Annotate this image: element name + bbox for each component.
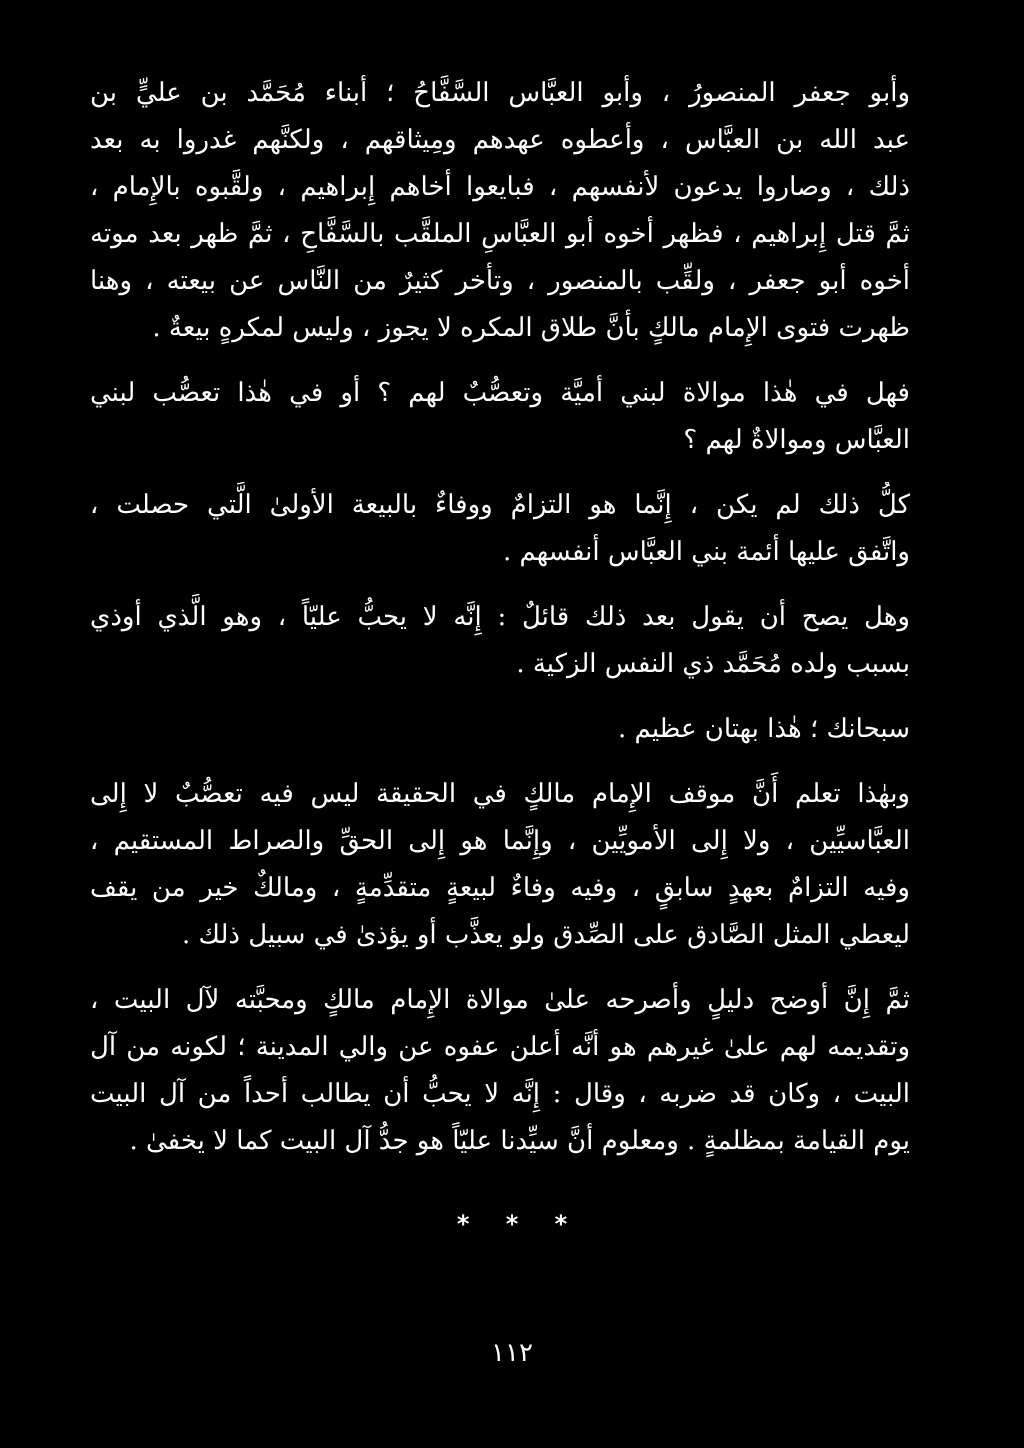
page-number: ١١٢ (491, 1338, 533, 1368)
paragraph-2 (90, 370, 910, 464)
text-line: ذلك ، وصاروا يدعون لأنفسهم ، فبايعوا أخاهم إِبراهيم ، ولقَّبوه بالإِمام ، (90, 172, 910, 202)
text-line: كلُّ ذلك لم يكن ، إِنَّما هو التزامٌ ووفاءٌ بالبيعة الأولىٰ الَّتي حصلت ، (90, 490, 910, 520)
text-line: بسبب ولده مُحَمَّد ذي النفس الزكية . (516, 649, 910, 679)
paragraph-6 (90, 771, 910, 959)
paragraph-1 (90, 70, 910, 352)
paragraph-7 (90, 977, 910, 1165)
text-line: سبحانك ؛ هٰذا بهتان عظيم . (618, 714, 910, 744)
text-line: ظهرت فتوى الإِمام مالكٍ بأنَّ طلاق المكره لا يجوز ، وليس لمكرهٍ بيعةٌ . (152, 313, 910, 343)
text-line: وتقديمه لهم علىٰ غيرهم هو أنَّه أعلن عفوه عن والي المدينة ؛ لكونه من آل (90, 1032, 910, 1062)
section-separator: * * * (456, 1210, 568, 1238)
text-line: وبهٰذا تعلم أَنَّ موقف الإِمام مالكٍ في الحقيقة ليس فيه تعصُّبٌ لا إِلى (90, 779, 910, 809)
text-line: ثمَّ إِنَّ أوضح دليلٍ وأصرحه علىٰ موالاة الإِمام مالكٍ ومحبَّته لآل البيت ، (90, 985, 910, 1015)
paragraph-4 (90, 594, 910, 688)
text-line: وأبو جعفر المنصورُ ، وأبو العبَّاس السَّفَّاحُ ؛ أبناء مُحَمَّد بن عليٍّ بن (90, 78, 910, 108)
page-body (90, 70, 910, 1183)
text-line: فهل في هٰذا موالاة لبني أميَّة وتعصُّبٌ لهم ؟ أو في هٰذا تعصُّب لبني (90, 378, 910, 408)
paragraph-5 (90, 706, 910, 753)
text-line: أخوه أبو جعفر ، ولقِّب بالمنصور ، وتأخر كثيرٌ من النَّاس عن بيعته ، وهنا (90, 266, 910, 296)
text-line: العبَّاس وموالاةٌ لهم ؟ (683, 425, 910, 455)
text-line: واتَّفق عليها أئمة بني العبَّاس أنفسهم . (502, 537, 910, 567)
text-line: يوم القيامة بمظلمةٍ . ومعلوم أنَّ سيِّدنا عليّاً هو جدُّ آل البيت كما لا يخفىٰ . (129, 1126, 910, 1156)
text-line: عبد الله بن العبَّاس ، وأعطوه عهدهم ومِيثاقهم ، ولكنَّهم غدروا به بعد (90, 125, 910, 155)
text-line: وهل يصح أن يقول بعد ذلك قائلٌ : إِنَّه لا يحبُّ عليّاً ، وهو الَّذي أوذي (90, 602, 910, 632)
paragraph-3 (90, 482, 910, 576)
text-line: ثمَّ قتل إِبراهيم ، فظهر أخوه أبو العبَّاسِ الملقَّب بالسَّفَّاحِ ، ثمَّ ظهر بعد موته (90, 219, 910, 249)
text-line: ليعطي المثل الصَّادق على الصِّدق ولو يعذَّب أو يؤذىٰ في سبيل ذلك . (182, 920, 910, 950)
text-line: العبَّاسيِّين ، ولا إِلى الأمويِّين ، وإِنَّما هو إِلى الحقِّ والصراط المستقيم ، (90, 826, 910, 856)
text-line: البيت ، وكان قد ضربه ، وقال : إِنَّه لا يحبُّ أن يطالب أحداً من آل البيت (90, 1079, 910, 1109)
text-line: وفيه التزامٌ بعهدٍ سابقٍ ، وفيه وفاءٌ لبيعةٍ متقدِّمةٍ ، ومالكٌ خير من يقف (90, 873, 910, 903)
